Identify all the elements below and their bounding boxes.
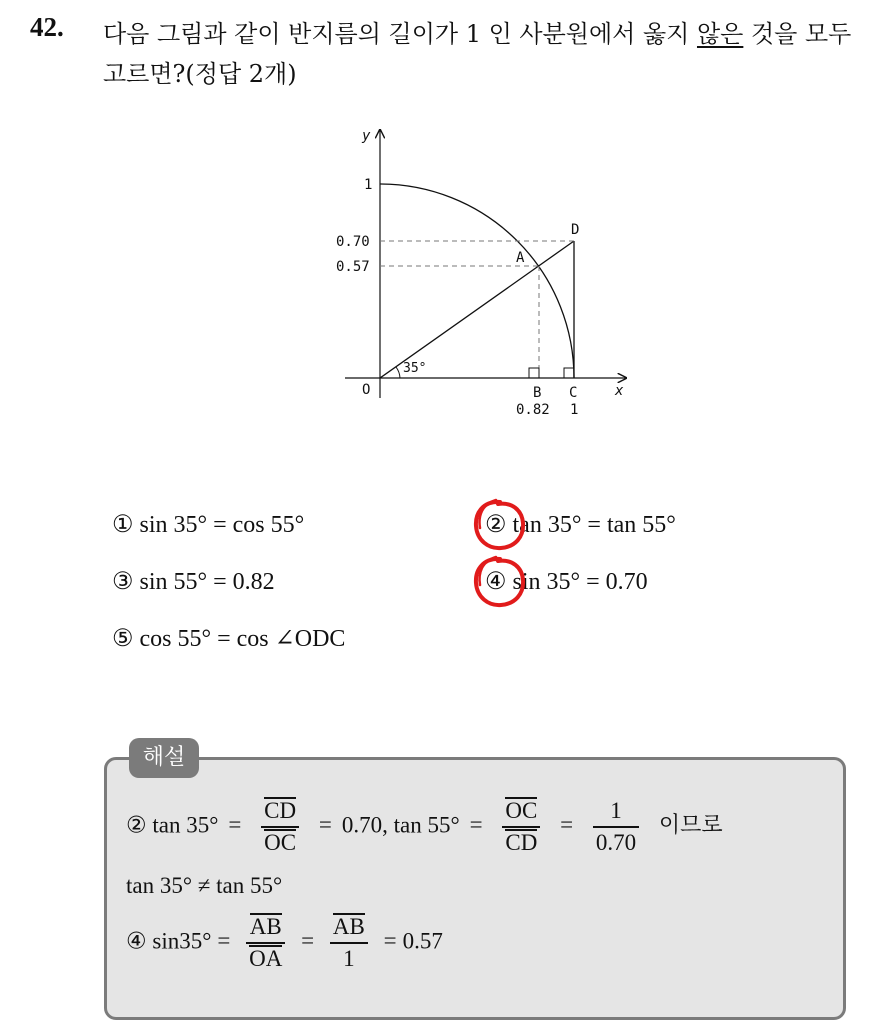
option-2-text: tan 35° = tan 55°: [512, 512, 676, 538]
option-4-text: sin 35° = 0.70: [512, 569, 648, 595]
solution-line3-prefix: ④ sin35°: [126, 928, 212, 954]
angle-arc: [396, 367, 400, 378]
solution-line3-result: 0.57: [402, 928, 443, 954]
point-D-label: D: [571, 222, 580, 238]
answer-circle-mark-2: [470, 496, 530, 554]
fraction-oc-cd: [502, 796, 540, 858]
overline-AB-2: AB: [332, 914, 365, 939]
point-O-label: O: [362, 382, 371, 398]
value-B-label: 0.82: [516, 402, 550, 418]
overline-AB: AB: [249, 914, 282, 939]
question-text: [103, 14, 873, 94]
option-3[interactable]: [112, 567, 275, 596]
point-B-label: B: [533, 385, 542, 401]
x-axis-label: x: [615, 383, 624, 399]
angle-label: 35°: [403, 361, 427, 376]
y-tick-1: 1: [364, 177, 373, 193]
answer-circle-mark-4: [470, 553, 530, 611]
point-A-label: A: [516, 250, 525, 266]
ray-OD: [380, 241, 574, 378]
solution-line-3: ④ sin35° = $\frac{AB}{OA}$ = $\frac{AB}{1}$ = 0.57: [126, 912, 443, 974]
option-5[interactable]: [112, 624, 345, 653]
point-C-label: C: [569, 385, 578, 401]
overline-OC-2: OC: [505, 798, 538, 823]
solution-tag: 해설: [129, 738, 199, 778]
right-angle-C: [564, 368, 574, 378]
quarter-circle-figure: [320, 118, 640, 423]
overline-OA: OA: [249, 946, 283, 971]
overline-OC: OC: [264, 830, 297, 855]
solution-line1-mid: 0.70, tan 55°: [341, 812, 460, 838]
option-4-number: ④: [485, 569, 507, 595]
solution-line-2: tan 35° ≠ tan 55°: [126, 873, 283, 898]
overline-CD-2: CD: [505, 830, 538, 855]
fraction-ab-1: [330, 912, 368, 974]
solution-line1-suffix: 이므로: [658, 813, 723, 839]
fraction-1-070: [593, 796, 639, 858]
y-tick-070: 0.70: [336, 234, 370, 250]
option-1[interactable]: [112, 510, 304, 539]
value-C-label: 1: [570, 402, 579, 418]
overline-CD: CD: [264, 798, 297, 823]
solution-line-1: ② tan 35° = $\frac{CD}{OC}$ = 0.70, tan 55° = $\frac{OC}{CD}$ = $\frac{1}{0.70}$ 이므로: [126, 796, 723, 858]
quarter-circle-arc: [380, 184, 574, 378]
fraction-denominator: 0.70: [595, 830, 637, 855]
option-3-number: ③: [112, 569, 134, 595]
option-5-number: ⑤: [112, 626, 134, 652]
right-angle-B: [529, 368, 539, 378]
option-3-text: sin 55° = 0.82: [139, 569, 275, 595]
fraction-cd-oc: [261, 796, 299, 858]
y-axis-label: y: [362, 128, 371, 144]
option-2-number: ②: [485, 512, 507, 538]
y-tick-057: 0.57: [336, 259, 370, 275]
option-5-text: cos 55° = cos ∠ODC: [139, 626, 346, 652]
solution-line1-prefix: ② tan 35°: [126, 812, 219, 838]
question-underlined-word: 않은: [696, 20, 744, 48]
option-1-number: ①: [112, 512, 134, 538]
fraction-numerator: 1: [610, 798, 622, 823]
fraction-ab-oa: [246, 912, 285, 974]
question-text-part1: 다음 그림과 같이 반지름의 길이가 1 인 사분원에서 옳지: [103, 20, 697, 48]
fraction-denominator-1: 1: [343, 946, 355, 971]
question-number: 42.: [30, 12, 64, 42]
option-1-text: sin 35° = cos 55°: [139, 512, 305, 538]
question-text-part2: 것을 모두 고르면?(정답 2개): [103, 20, 852, 88]
